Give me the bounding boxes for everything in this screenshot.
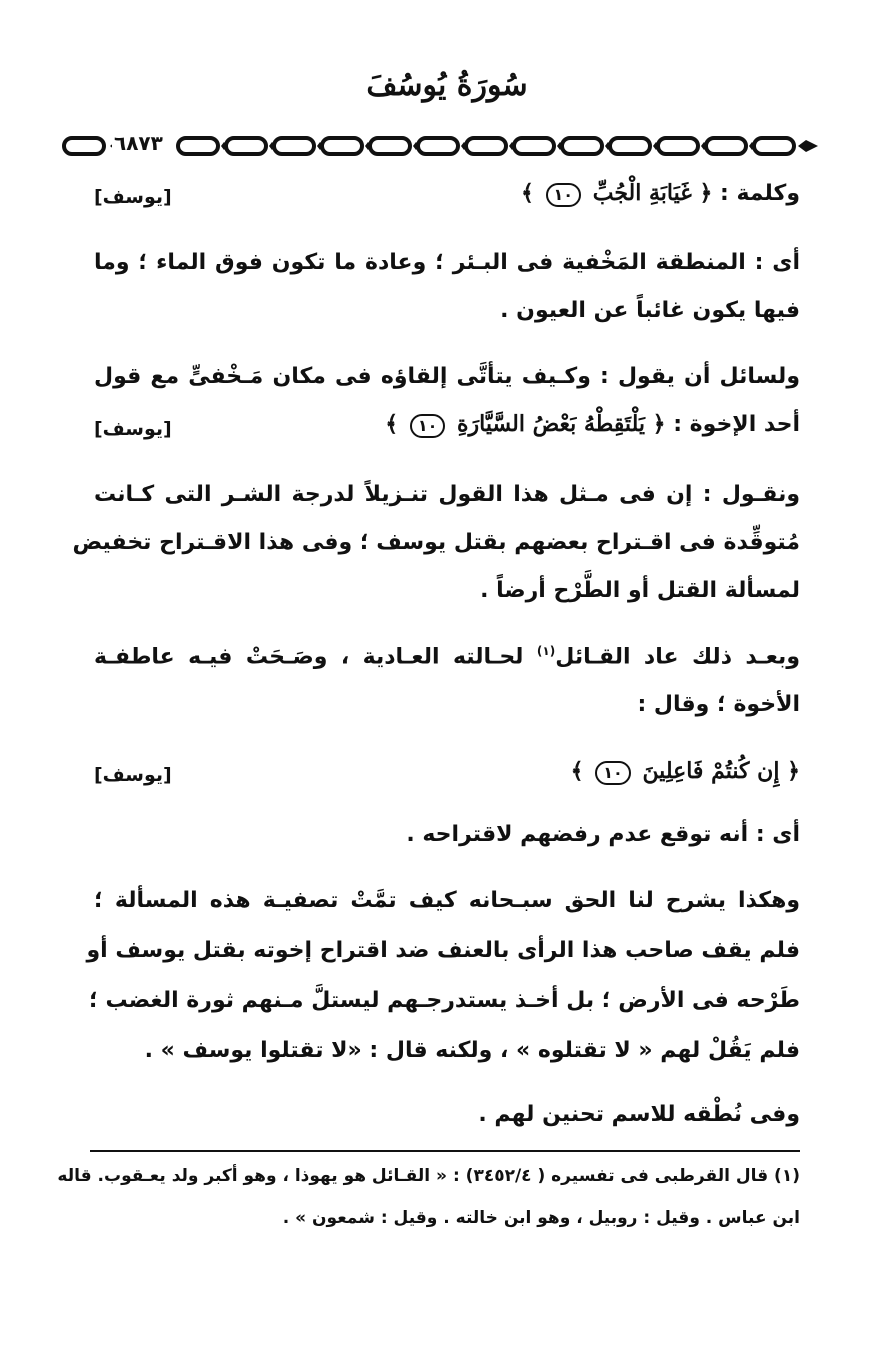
surah-reference: [يوسف] — [94, 764, 172, 786]
text-line: ولسائل أن يقول : وكـيف يتأتَّى إلقاؤه فى مكان مَـخْفىٍّ مع قول — [94, 364, 800, 389]
ayah-number-marker: ١٠ — [546, 183, 582, 207]
quran-bracket-open: ﴿ — [652, 411, 666, 437]
surah-title: سُورَةُ يُوسُفَ — [366, 68, 528, 103]
ayah-number-marker: ١٠ — [410, 414, 446, 438]
text-line: أى : أنه توقع عدم رفضهم لاقتراحه . — [406, 822, 800, 847]
quran-bracket-close: ﴾ — [520, 180, 534, 206]
text-line: فيها يكون غائباً عن العيون . — [500, 298, 800, 323]
quran-verse: غَيَابَةِ الْجُبِّ — [592, 180, 692, 206]
line-prefix: أحد الإخوة : — [673, 412, 800, 437]
footnote-separator — [90, 1150, 800, 1152]
text-line: وفى نُطْقه للاسم تحنين لهم . — [478, 1102, 800, 1127]
verse-line-1 — [94, 180, 800, 207]
quran-bracket-close: ﴾ — [570, 758, 584, 784]
text-line: فلم يقف صاحب هذا الرأى بالعنف ضد اقتراح إخوته بقتل يوسف أو — [86, 938, 800, 963]
surah-reference: [يوسف] — [94, 186, 172, 208]
text-line: ونقـول : إن فى مـثل هذا القول تنـزيلاً لدرجة الشـر التى كـانت — [94, 482, 800, 507]
intro-word: وكلمة : — [720, 181, 800, 206]
ayah-number-marker: ١٠ — [595, 761, 631, 785]
ornamental-header-bar — [60, 132, 822, 160]
footnote-line: (١) قال القرطبى فى تفسيره ( ٣٤٥٢/٤) : « القـائل هو يهوذا ، وهو أكبر ولد يعـقوب. قاله — [57, 1166, 800, 1186]
quran-verse: إِن كُنتُمْ فَاعِلِينَ — [642, 758, 780, 784]
footnote-marker: (١) — [536, 644, 556, 658]
text-segment: وبعـد ذلك عاد القـائل — [555, 644, 800, 670]
quran-bracket-open: ﴿ — [787, 758, 800, 784]
quran-verse: يَلْتَقِطْهُ بَعْضُ السَّيَّارَةِ — [457, 411, 645, 437]
surah-reference: [يوسف] — [94, 418, 172, 440]
verse-line-2 — [94, 411, 800, 438]
text-line: فلم يَقُلْ لهم « لا تقتلوه » ، ولكنه قال : «لا تقتلوا يوسف » . — [144, 1038, 800, 1063]
quran-bracket-close: ﴾ — [385, 411, 399, 437]
text-line: طَرْحه فى الأرض ؛ بل أخـذ يستدرجـهم ليستلَّ مـنهم ثورة الغضب ؛ — [88, 988, 800, 1013]
text-line: مُتوقِّدة فى اقـتراح بعضهم بقتل يوسف ؛ وفى هذا الاقـتراح تخفيض — [72, 530, 800, 555]
text-line-with-footnote — [94, 644, 800, 669]
verse-line-3 — [94, 758, 800, 785]
text-segment: لحـالته العـادية ، وصَـحَتْ فيـه عاطفـة — [94, 644, 524, 670]
text-line: لمسألة القتل أو الطَّرْح أرضاً . — [480, 578, 800, 603]
text-line: الأخوة ؛ وقال : — [637, 692, 800, 717]
page-number: ٦٨٧٣ — [114, 131, 163, 155]
quran-bracket-open: ﴿ — [699, 180, 713, 206]
text-line: أى : المنطقة المَخْفية فى البـئر ؛ وعادة ما تكون فوق الماء ؛ وما — [94, 250, 800, 275]
footnote-line: ابن عباس . وقيل : روبيل ، وهو ابن خالته . وقيل : شمعون » . — [282, 1208, 800, 1228]
text-line: وهكذا يشرح لنا الحق سبـحانه كيف تمَّتْ تصفيـة هذه المسألة ؛ — [94, 888, 800, 913]
